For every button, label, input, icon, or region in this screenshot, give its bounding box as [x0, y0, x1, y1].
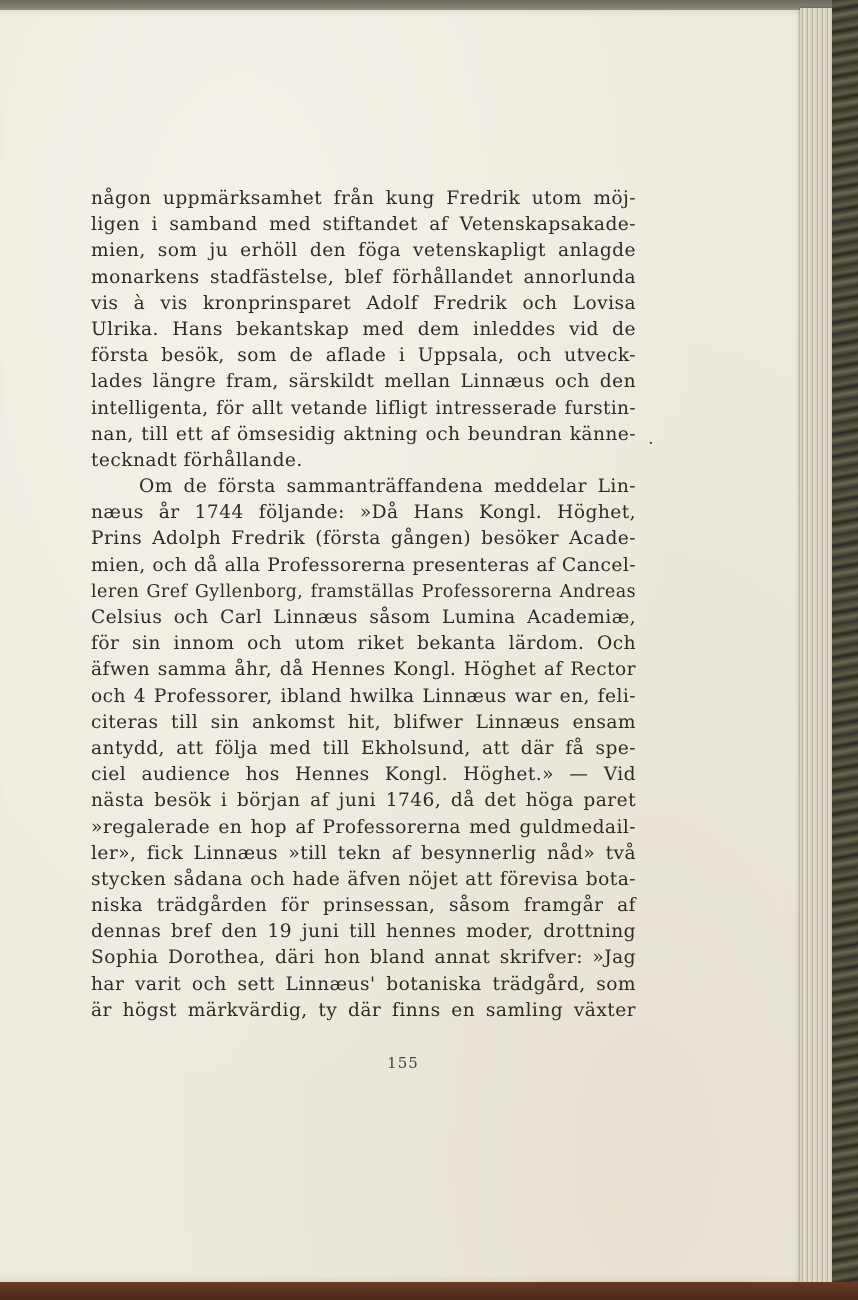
- text-line: næus år 1744 följande: »Då Hans Kongl. Höghet,: [91, 502, 636, 524]
- text-line: lades längre fram, särskildt mellan Linnæus och den: [91, 371, 636, 393]
- text-line: är högst märkvärdig, ty där finns en samling växter: [91, 999, 636, 1021]
- page-sheet: [0, 10, 806, 1282]
- cover-bottom-edge: [0, 1282, 858, 1300]
- text-line: för sin innom och utom riket bekanta lärdom. Och: [91, 633, 636, 655]
- text-line: någon uppmärksamhet från kung Fredrik utom möj-: [91, 188, 636, 209]
- text-line: nästa besök i början af juni 1746, då det höga paret: [91, 790, 636, 812]
- text-line: äfwen samma åhr, då Hennes Kongl. Höghet af Rector: [91, 659, 636, 681]
- marbled-cover: [832, 0, 858, 1300]
- text-line: vis à vis kronprinsparet Adolf Fredrik och Lovisa: [91, 292, 636, 314]
- text-line: har varit och sett Linnæus' botaniska trädgård, som: [91, 973, 636, 995]
- text-line: leren Gref Gyllenborg, framställas Professorerna Andreas: [91, 581, 636, 602]
- margin-mark: ·: [648, 433, 654, 454]
- body-text: [91, 186, 636, 1024]
- text-line: »regalerade en hop af Professorerna med guldmedail-: [91, 816, 636, 838]
- text-line: intelligenta, för allt vetande lifligt intresserade furstin-: [91, 397, 636, 419]
- text-line: och 4 Professorer, ibland hwilka Linnæus war en, feli-: [91, 685, 636, 707]
- text-line: dennas bref den 19 juni till hennes moder, drottning: [91, 921, 636, 943]
- text-line: Ulrika. Hans bekantskap med dem inleddes vid de: [91, 318, 636, 340]
- text-line: första besök, som de aflade i Uppsala, och utveck-: [91, 345, 636, 367]
- text-line: citeras till sin ankomst hit, blifwer Linnæus ensam: [91, 711, 636, 733]
- text-line: Om de första sammanträffandena meddelar Lin-: [139, 476, 636, 498]
- text-line: antydd, att följa med till Ekholsund, att där få spe-: [91, 737, 636, 759]
- text-line: tecknadt förhållande.: [91, 449, 303, 471]
- text-line: stycken sådana och hade äfven nöjet att förevisa bota-: [91, 868, 636, 890]
- text-line: Sophia Dorothea, däri hon bland annat skrifver: »Jag: [91, 947, 636, 969]
- page-number: 155: [387, 1054, 419, 1072]
- text-line: niska trädgården för prinsessan, såsom framgår af: [91, 895, 636, 917]
- text-line: Prins Adolph Fredrik (första gången) besöker Acade-: [91, 528, 636, 550]
- text-line: ler», fick Linnæus »till tekn af besynnerlig nåd» två: [91, 842, 636, 864]
- text-line: Celsius och Carl Linnæus såsom Lumina Academiæ,: [91, 607, 636, 628]
- text-line: monarkens stadfästelse, blef förhållandet annorlunda: [91, 266, 636, 288]
- text-line: ciel audience hos Hennes Kongl. Höghet.» — Vid: [91, 764, 636, 786]
- text-line: mien, som ju erhöll den föga vetenskapligt anlagde: [91, 240, 636, 262]
- text-line: nan, till ett af ömsesidig aktning och beundran känne-: [91, 423, 636, 445]
- page-edges: [800, 8, 834, 1286]
- text-line: mien, och då alla Professorerna presenteras af Cancel-: [91, 554, 636, 576]
- text-line: ligen i samband med stiftandet af Vetenskapsakade-: [91, 214, 636, 236]
